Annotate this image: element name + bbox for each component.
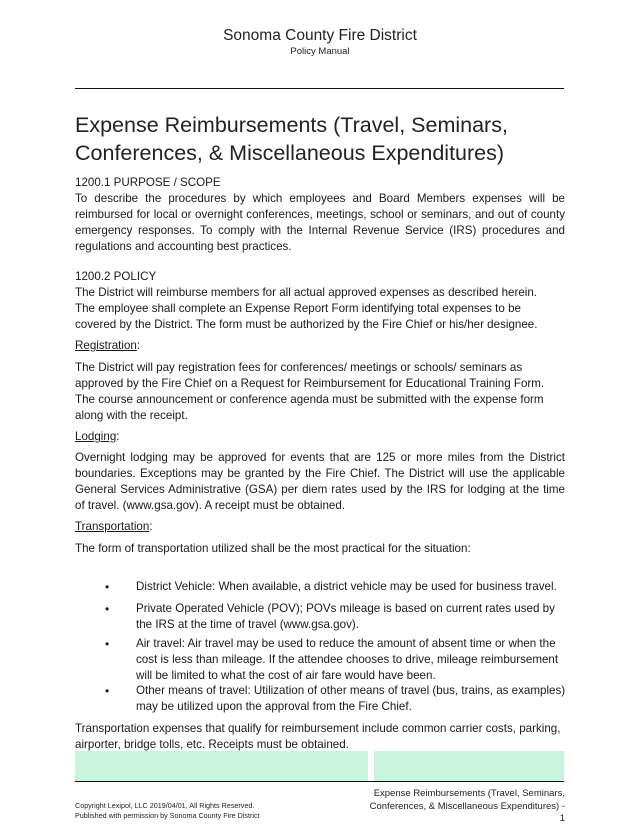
policy-line: The District will reimburse members for all actual approved expenses as described herein.: [75, 286, 538, 299]
header-divider: [75, 88, 564, 89]
list-item-text: District Vehicle: When available, a district vehicle may be used for business travel.: [136, 580, 557, 593]
registration-line: along with the receipt.: [75, 409, 188, 422]
title-line-2: Conferences, & Miscellaneous Expenditures): [75, 141, 505, 165]
section-1-heading: 1200.1 PURPOSE / SCOPE: [75, 176, 221, 189]
list-item-text: Private Operated Vehicle (POV); POVs mileage is based on current rates used by the IRS at the time of travel (www.gsa.gov).: [136, 602, 555, 631]
registration-label: Registration: [75, 339, 137, 352]
section-1-body: To describe the procedures by which employees and Board Members expenses will be reimbursed for local or overnight conferences, meetings, school or seminars, and out of county emergency responses. To comply with the Internal Revenue Service (IRS) procedures and regulations and accounting best practices.: [75, 192, 565, 253]
title-line-1: Expense Reimbursements (Travel, Seminars,: [75, 113, 508, 137]
manual-name: Policy Manual: [290, 46, 350, 57]
bullet-icon: •: [105, 637, 110, 651]
registration-body: [75, 360, 565, 424]
bullet-icon: •: [105, 580, 110, 594]
organization-name: Sonoma County Fire District: [223, 27, 417, 44]
footer-title-line: Conferences, & Miscellaneous Expenditures) -: [369, 800, 565, 812]
list-item-text: Other means of travel: Utilization of other means of travel (bus, trains, as examples) may be utilized upon the approval from the Fire Chief.: [136, 684, 566, 713]
copyright-line: Copyright Lexipol, LLC 2019/04/01, All Rights Reserved.: [75, 801, 255, 810]
page-number: 1: [559, 813, 565, 824]
page-title: [75, 111, 575, 167]
registration-label-row: Registration:: [75, 339, 141, 352]
transportation-closing: Transportation expenses that qualify for reimbursement include common carrier costs, parking, airporter, bridge tolls, etc. Receipts must be obtained.: [75, 722, 561, 751]
registration-line: The District will pay registration fees for conferences/ meetings or schools/ seminars as: [75, 361, 523, 374]
list-item-text: Air travel: Air travel may be used to reduce the amount of absent time or when the cost is less than mileage. If the attendee chooses to drive, mileage reimbursement will be limited to what the cost of air fare would have been.: [136, 637, 559, 682]
section-2-body: [75, 285, 565, 333]
lodging-label: Lodging: [75, 430, 117, 443]
footer-divider: [75, 781, 564, 782]
policy-line: The employee shall complete an Expense Report Form identifying total expenses to be: [75, 302, 521, 315]
transportation-intro: The form of transportation utilized shall be the most practical for the situation:: [75, 542, 471, 555]
lodging-label-row: Lodging:: [75, 430, 120, 443]
policy-line: covered by the District. The form must be authorized by the Fire Chief or his/her designee.: [75, 318, 538, 331]
registration-line: The course announcement or conference agenda must be submitted with the expense form: [75, 393, 544, 406]
lodging-body: Overnight lodging may be approved for events that are 125 or more miles from the District boundaries. Exceptions may be granted by the Fire Chief. The District will use the applicable General Services Administrative (GSA) per diem rates used by the IRS for lodging at the time of travel. (www.gsa.gov). A receipt must be obtained.: [75, 451, 565, 512]
footer-band-right: [374, 751, 564, 781]
bullet-icon: •: [105, 684, 110, 698]
footer-title-line: Expense Reimbursements (Travel, Seminars,: [373, 788, 565, 799]
footer-document-title: [335, 788, 565, 826]
bullet-icon: •: [105, 602, 110, 616]
transportation-label: Transportation: [75, 520, 150, 533]
section-2-heading: 1200.2 POLICY: [75, 270, 157, 283]
permission-line: Published with permission by Sonoma County Fire District: [75, 811, 260, 820]
footer-band-left: [75, 751, 368, 781]
registration-line: approved by the Fire Chief on a Request for Reimbursement for Educational Training Form.: [75, 377, 545, 390]
footer-copyright: [75, 801, 260, 821]
transportation-label-row: Transportation:: [75, 520, 153, 533]
